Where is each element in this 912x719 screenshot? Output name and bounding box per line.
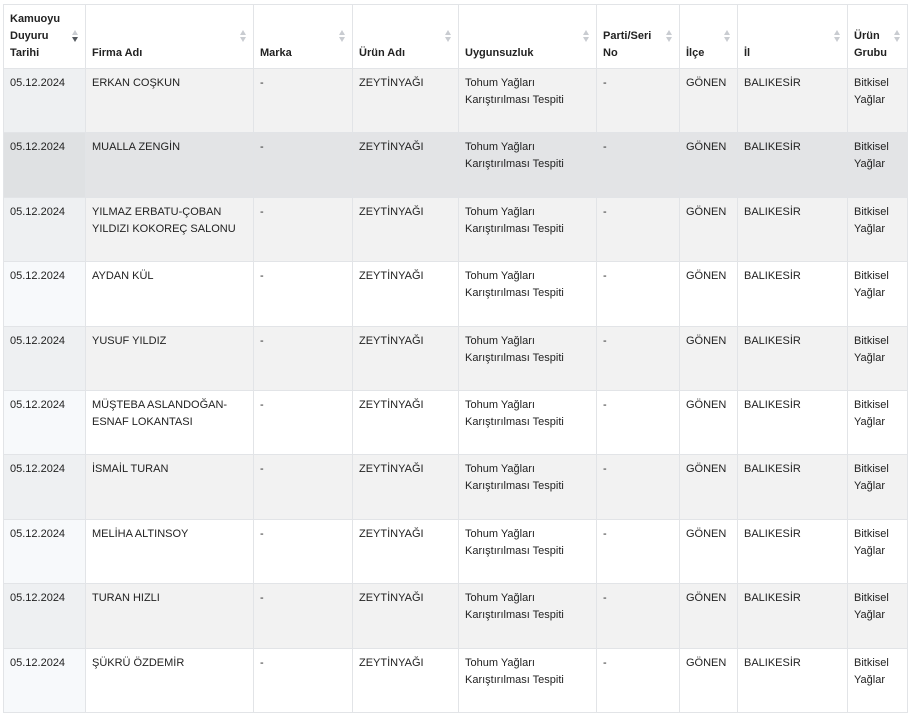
cell-district: GÖNEN bbox=[680, 390, 738, 454]
cell-group: Bitkisel Yağlar bbox=[848, 262, 908, 326]
cell-district: GÖNEN bbox=[680, 519, 738, 583]
cell-brand: - bbox=[254, 262, 353, 326]
cell-firm: TURAN HIZLI bbox=[86, 584, 254, 648]
cell-group: Bitkisel Yağlar bbox=[848, 133, 908, 197]
column-header-label: Parti/Seri No bbox=[603, 30, 652, 59]
sort-icon[interactable] bbox=[583, 30, 590, 44]
cell-date: 05.12.2024 bbox=[4, 133, 86, 197]
cell-group: Bitkisel Yağlar bbox=[848, 519, 908, 583]
cell-brand: - bbox=[254, 519, 353, 583]
column-header-batch[interactable] bbox=[597, 5, 680, 69]
cell-firm: YUSUF YILDIZ bbox=[86, 326, 254, 390]
cell-group: Bitkisel Yağlar bbox=[848, 455, 908, 519]
cell-district: GÖNEN bbox=[680, 262, 738, 326]
table-row[interactable] bbox=[4, 648, 908, 712]
cell-product: ZEYTİNYAĞI bbox=[353, 69, 459, 133]
cell-product: ZEYTİNYAĞI bbox=[353, 584, 459, 648]
column-header-label: İlçe bbox=[686, 47, 705, 59]
sort-desc-icon[interactable] bbox=[72, 30, 79, 44]
cell-batch: - bbox=[597, 390, 680, 454]
cell-brand: - bbox=[254, 133, 353, 197]
cell-district: GÖNEN bbox=[680, 133, 738, 197]
cell-firm: MÜŞTEBA ASLANDOĞAN-ESNAF LOKANTASI bbox=[86, 390, 254, 454]
cell-date: 05.12.2024 bbox=[4, 648, 86, 712]
table-row[interactable] bbox=[4, 326, 908, 390]
cell-issue: Tohum Yağları Karıştırılması Tespiti bbox=[459, 648, 597, 712]
sort-icon[interactable] bbox=[834, 30, 841, 44]
column-header-label: Marka bbox=[260, 47, 292, 59]
cell-group: Bitkisel Yağlar bbox=[848, 584, 908, 648]
column-header-issue[interactable] bbox=[459, 5, 597, 69]
cell-product: ZEYTİNYAĞI bbox=[353, 197, 459, 261]
cell-batch: - bbox=[597, 519, 680, 583]
table-row[interactable] bbox=[4, 455, 908, 519]
cell-firm: MELİHA ALTINSOY bbox=[86, 519, 254, 583]
cell-issue: Tohum Yağları Karıştırılması Tespiti bbox=[459, 519, 597, 583]
column-header-district[interactable] bbox=[680, 5, 738, 69]
column-header-date[interactable] bbox=[4, 5, 86, 69]
cell-brand: - bbox=[254, 584, 353, 648]
cell-batch: - bbox=[597, 648, 680, 712]
cell-date: 05.12.2024 bbox=[4, 197, 86, 261]
cell-brand: - bbox=[254, 648, 353, 712]
table-row[interactable] bbox=[4, 584, 908, 648]
cell-district: GÖNEN bbox=[680, 584, 738, 648]
table-header-row bbox=[4, 5, 908, 69]
cell-date: 05.12.2024 bbox=[4, 262, 86, 326]
cell-province: BALIKESİR bbox=[738, 326, 848, 390]
cell-date: 05.12.2024 bbox=[4, 584, 86, 648]
cell-firm: ŞÜKRÜ ÖZDEMİR bbox=[86, 648, 254, 712]
cell-province: BALIKESİR bbox=[738, 455, 848, 519]
results-table bbox=[3, 4, 908, 713]
table-body bbox=[4, 69, 908, 713]
cell-firm: AYDAN KÜL bbox=[86, 262, 254, 326]
cell-brand: - bbox=[254, 326, 353, 390]
cell-batch: - bbox=[597, 584, 680, 648]
column-header-product[interactable] bbox=[353, 5, 459, 69]
cell-issue: Tohum Yağları Karıştırılması Tespiti bbox=[459, 390, 597, 454]
cell-province: BALIKESİR bbox=[738, 197, 848, 261]
cell-district: GÖNEN bbox=[680, 326, 738, 390]
cell-product: ZEYTİNYAĞI bbox=[353, 326, 459, 390]
cell-issue: Tohum Yağları Karıştırılması Tespiti bbox=[459, 455, 597, 519]
cell-group: Bitkisel Yağlar bbox=[848, 197, 908, 261]
cell-group: Bitkisel Yağlar bbox=[848, 69, 908, 133]
cell-province: BALIKESİR bbox=[738, 584, 848, 648]
cell-issue: Tohum Yağları Karıştırılması Tespiti bbox=[459, 197, 597, 261]
sort-icon[interactable] bbox=[894, 30, 901, 44]
cell-batch: - bbox=[597, 197, 680, 261]
cell-district: GÖNEN bbox=[680, 197, 738, 261]
table-row[interactable] bbox=[4, 133, 908, 197]
cell-date: 05.12.2024 bbox=[4, 69, 86, 133]
cell-issue: Tohum Yağları Karıştırılması Tespiti bbox=[459, 69, 597, 133]
sort-icon[interactable] bbox=[666, 30, 673, 44]
cell-batch: - bbox=[597, 455, 680, 519]
column-header-label: Firma Adı bbox=[92, 47, 143, 59]
cell-batch: - bbox=[597, 133, 680, 197]
cell-batch: - bbox=[597, 326, 680, 390]
cell-province: BALIKESİR bbox=[738, 390, 848, 454]
cell-group: Bitkisel Yağlar bbox=[848, 326, 908, 390]
sort-icon[interactable] bbox=[240, 30, 247, 44]
column-header-group[interactable] bbox=[848, 5, 908, 69]
column-header-label: Kamuoyu Duyuru Tarihi bbox=[10, 13, 61, 59]
sort-icon[interactable] bbox=[724, 30, 731, 44]
cell-issue: Tohum Yağları Karıştırılması Tespiti bbox=[459, 326, 597, 390]
column-header-label: Uygunsuzluk bbox=[465, 47, 534, 59]
table-row[interactable] bbox=[4, 197, 908, 261]
cell-province: BALIKESİR bbox=[738, 262, 848, 326]
sort-icon[interactable] bbox=[445, 30, 452, 44]
cell-province: BALIKESİR bbox=[738, 519, 848, 583]
cell-firm: YILMAZ ERBATU-ÇOBAN YILDIZI KOKOREÇ SALONU bbox=[86, 197, 254, 261]
sort-icon[interactable] bbox=[339, 30, 346, 44]
column-header-label: Ürün Grubu bbox=[854, 30, 887, 59]
cell-product: ZEYTİNYAĞI bbox=[353, 133, 459, 197]
cell-issue: Tohum Yağları Karıştırılması Tespiti bbox=[459, 584, 597, 648]
cell-firm: ERKAN COŞKUN bbox=[86, 69, 254, 133]
cell-brand: - bbox=[254, 197, 353, 261]
cell-province: BALIKESİR bbox=[738, 69, 848, 133]
column-header-firm[interactable] bbox=[86, 5, 254, 69]
cell-batch: - bbox=[597, 69, 680, 133]
column-header-province[interactable] bbox=[738, 5, 848, 69]
cell-product: ZEYTİNYAĞI bbox=[353, 262, 459, 326]
cell-province: BALIKESİR bbox=[738, 648, 848, 712]
table-row[interactable] bbox=[4, 262, 908, 326]
cell-product: ZEYTİNYAĞI bbox=[353, 455, 459, 519]
cell-date: 05.12.2024 bbox=[4, 519, 86, 583]
table-row[interactable] bbox=[4, 390, 908, 454]
cell-group: Bitkisel Yağlar bbox=[848, 390, 908, 454]
cell-province: BALIKESİR bbox=[738, 133, 848, 197]
cell-district: GÖNEN bbox=[680, 648, 738, 712]
cell-date: 05.12.2024 bbox=[4, 326, 86, 390]
column-header-label: İl bbox=[744, 47, 751, 59]
cell-date: 05.12.2024 bbox=[4, 390, 86, 454]
cell-district: GÖNEN bbox=[680, 69, 738, 133]
column-header-label: Ürün Adı bbox=[359, 47, 406, 59]
cell-product: ZEYTİNYAĞI bbox=[353, 519, 459, 583]
cell-firm: İSMAİL TURAN bbox=[86, 455, 254, 519]
cell-brand: - bbox=[254, 69, 353, 133]
cell-batch: - bbox=[597, 262, 680, 326]
cell-group: Bitkisel Yağlar bbox=[848, 648, 908, 712]
cell-issue: Tohum Yağları Karıştırılması Tespiti bbox=[459, 133, 597, 197]
cell-brand: - bbox=[254, 390, 353, 454]
cell-product: ZEYTİNYAĞI bbox=[353, 390, 459, 454]
table-row[interactable] bbox=[4, 519, 908, 583]
cell-product: ZEYTİNYAĞI bbox=[353, 648, 459, 712]
cell-date: 05.12.2024 bbox=[4, 455, 86, 519]
cell-brand: - bbox=[254, 455, 353, 519]
results-table-container bbox=[3, 4, 907, 713]
cell-firm: MUALLA ZENGİN bbox=[86, 133, 254, 197]
table-row[interactable] bbox=[4, 69, 908, 133]
cell-issue: Tohum Yağları Karıştırılması Tespiti bbox=[459, 262, 597, 326]
column-header-brand[interactable] bbox=[254, 5, 353, 69]
cell-district: GÖNEN bbox=[680, 455, 738, 519]
